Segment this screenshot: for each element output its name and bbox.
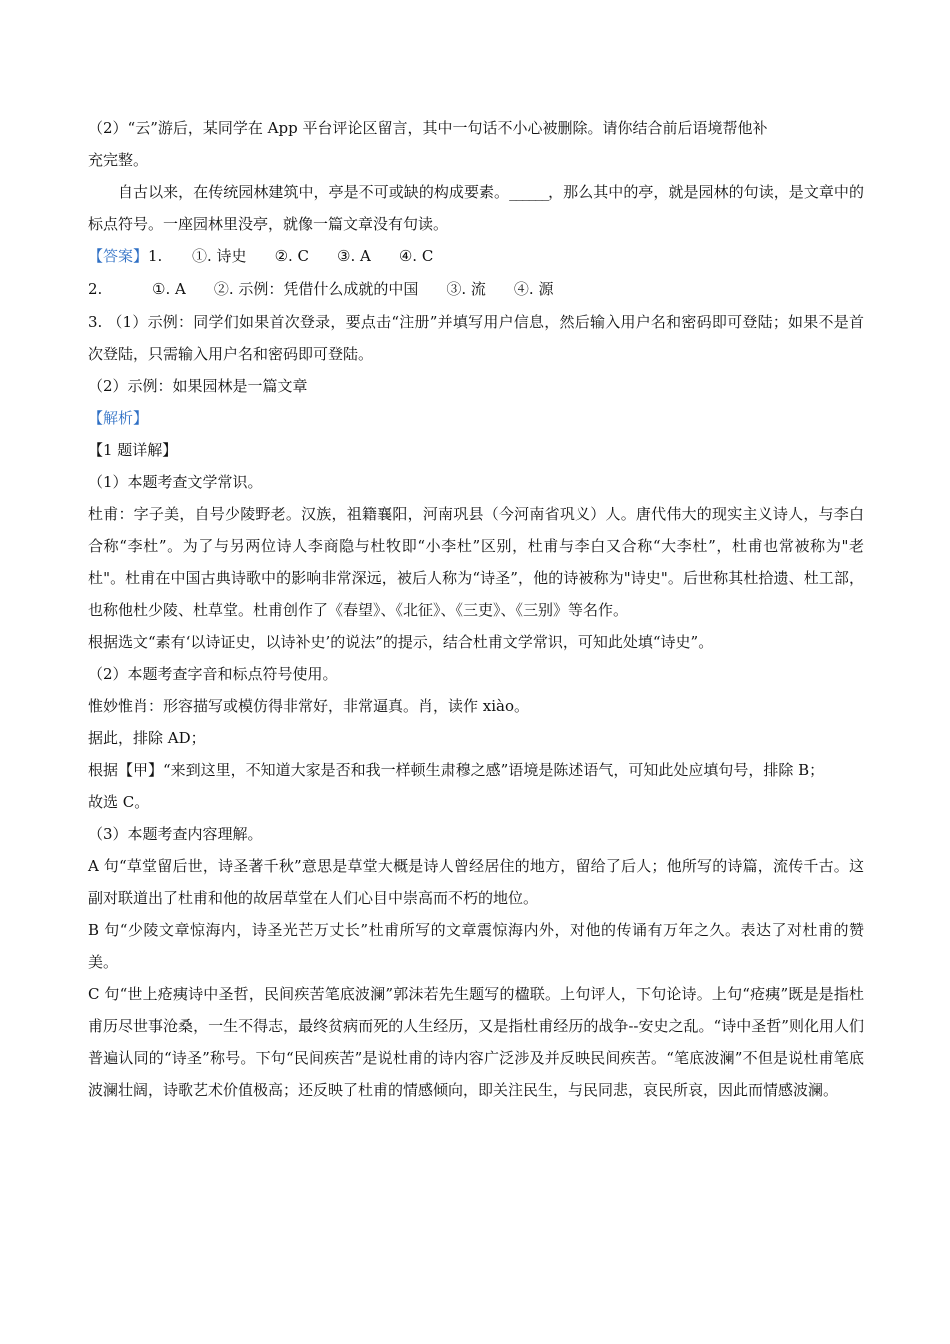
analysis-p6: 据此，排除 AD； xyxy=(88,729,206,747)
analysis-p11: B 句“少陵文章惊海内，诗圣光芒万丈长”杜甫所写的文章震惊海内外，对他的传诵有万年之久。表达了对杜甫的赞美。 xyxy=(88,921,864,971)
analysis-p10: A 句“草堂留后世，诗圣著千秋”意思是草堂大概是诗人曾经居住的地方，留给了后人；他所写的诗篇，流传千古。这副对联道出了杜甫和他的故居草堂在人们心目中崇高而不朽的地位。 xyxy=(88,857,864,907)
analysis-p2: 杜甫：字子美，自号少陵野老。汉族，祖籍襄阳，河南巩县（今河南省巩义）人。唐代伟大的现实主义诗人，与李白合称“李杜”。为了与另两位诗人李商隐与杜牧即“小李杜”区别，杜甫与李白又合称“大李杜”，杜甫也常被称为"老杜"。杜甫在中国古典诗歌中的影响非常深远，被后人称为“诗圣”，他的诗被称为"诗史"。后世称其杜拾遗、杜工部，也称他杜少陵、杜草堂。杜甫创作了《春望》、《北征》、《三吏》、《三别》等名作。 xyxy=(88,505,864,619)
answer-row-1-item-3: ③. A xyxy=(337,247,371,265)
analysis-p1: （1）本题考查文学常识。 xyxy=(88,473,263,491)
answer-row-1-item-4: ④. C xyxy=(398,247,434,265)
analysis-p7: 根据【甲】“来到这里，不知道大家是否和我一样顿生肃穆之感”语境是陈述语气，可知此处应填句号，排除 B； xyxy=(88,761,825,779)
q2-passage-part1: 自古以来，在传统园林建筑中，亭是不可或缺的构成要素。 xyxy=(118,183,510,201)
answer-label: 【答案】 xyxy=(88,247,149,265)
answer-row-2 xyxy=(88,273,864,306)
q2-passage xyxy=(88,176,864,240)
answer-row-4: （2）示例：如果园林是一篇文章 xyxy=(88,377,308,395)
analysis-p3: 根据选文“素有‘以诗证史，以诗补史’的说法”的提示，结合杜甫文学常识，可知此处填“诗史”。 xyxy=(88,633,714,651)
answer-row-2-item-3: ③. 流 xyxy=(446,280,486,298)
answer-row-3: 3. （1）示例：同学们如果首次登录，要点击“注册”并填写用户信息，然后输入用户名和密码即可登陆；如果不是首次登陆，只需输入用户名和密码即可登陆。 xyxy=(88,313,864,363)
answer-row-1-item-2: ②. C xyxy=(274,247,310,265)
q2-passage-part2: ，那么其中的亭，就是园林的句读，是文章中的标点符号。一座园林里没亭，就像一篇文章没有句读。 xyxy=(88,183,864,233)
q2-passage-blank: ______ xyxy=(509,183,549,201)
analysis-p8: 故选 C。 xyxy=(88,793,150,811)
analysis-detail-heading: 【1 题详解】 xyxy=(88,441,178,459)
q2-prompt-line1: （2）“云”游后，某同学在 App 平台评论区留言，其中一句话不小心被删除。请你结合前后语境帮他补 xyxy=(88,119,768,137)
answer-row-2-num: 2. xyxy=(88,280,103,298)
document-content xyxy=(88,112,864,1106)
answer-row-2-item-2: ②. 示例：凭借什么成就的中国 xyxy=(213,280,419,298)
answer-row-1-item-1: ①. 诗史 xyxy=(192,247,247,265)
answer-row-2-item-4: ④. 源 xyxy=(513,280,554,298)
analysis-p4: （2）本题考查字音和标点符号使用。 xyxy=(88,665,338,683)
analysis-label: 【解析】 xyxy=(88,409,149,427)
answer-row-1-num: 1. xyxy=(148,247,163,265)
analysis-p12: C 句“世上疮痍诗中圣哲，民间疾苦笔底波澜”郭沫若先生题写的楹联。上句评人，下句论诗。上句“疮痍”既是是指杜甫历尽世事沧桑，一生不得志，最终贫病而死的人生经历，又是指杜甫经历的战争--安史之乱。“诗中圣哲”则化用人们普遍认同的“诗圣”称号。下句“民间疾苦”是说杜甫的诗内容广泛涉及并反映民间疾苦。“笔底波澜”不但是说杜甫笔底波澜壮阔，诗歌艺术价值极高；还反映了杜甫的情感倾向，即关注民生，与民同悲，哀民所哀，因此而情感波澜。 xyxy=(88,985,864,1099)
analysis-p9: （3）本题考查内容理解。 xyxy=(88,825,263,843)
analysis-p5: 惟妙惟肖：形容描写或模仿得非常好，非常逼真。肖，读作 xiào。 xyxy=(88,697,530,715)
answer-row-1 xyxy=(88,240,864,273)
answer-row-2-item-1: ①. A xyxy=(152,280,186,298)
q2-prompt-line2: 充完整。 xyxy=(88,151,149,169)
